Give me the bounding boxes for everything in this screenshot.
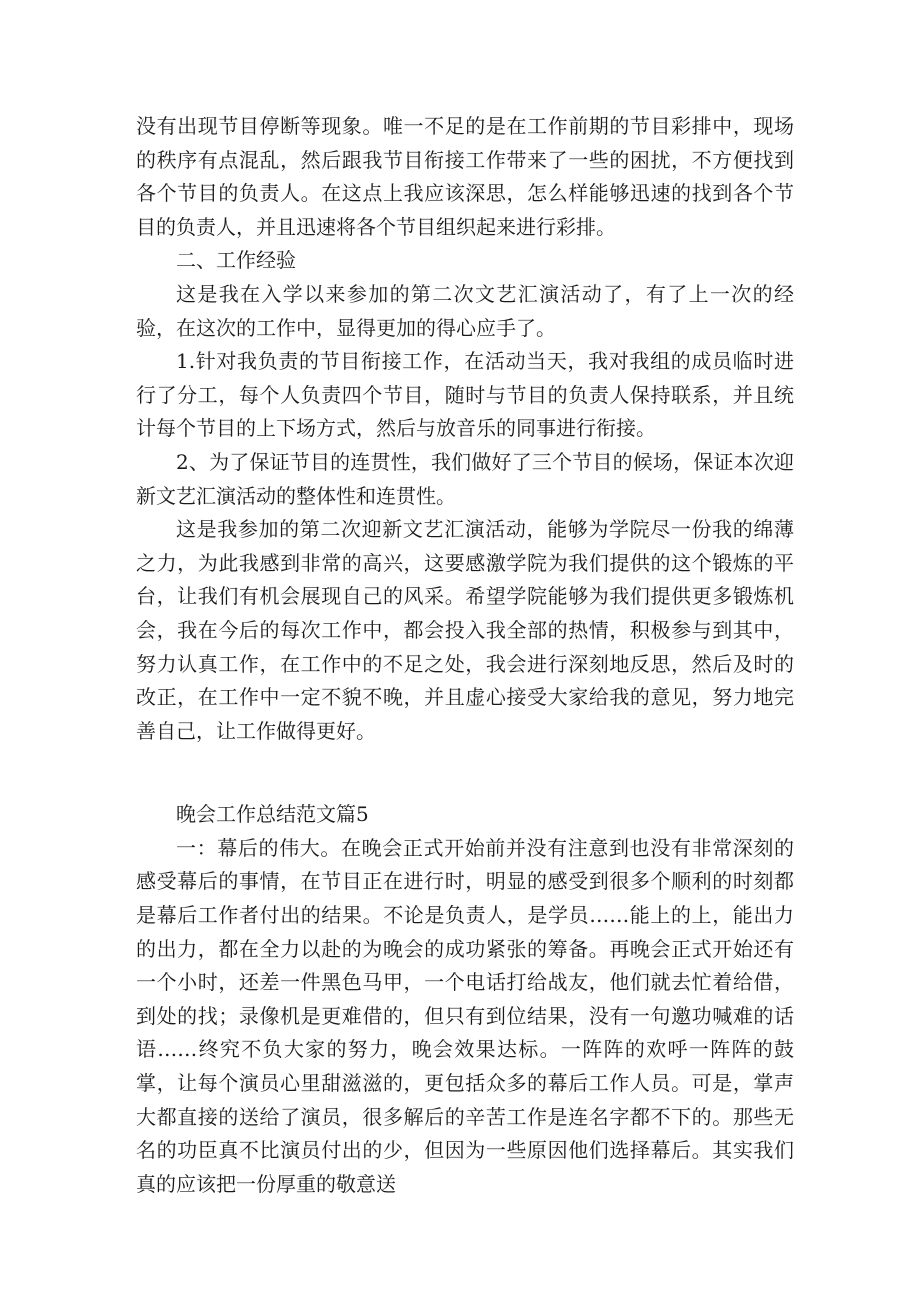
intro-paragraph: 这是我在入学以来参加的第二次文艺汇演活动了，有了上一次的经验，在这次的工作中，显得更加的得心应手了。 [136,281,794,340]
section-heading-work-experience: 二、工作经验 [176,248,296,273]
list-item-1: 1.针对我负责的节目衔接工作，在活动当天，我对我组的成员临时进行了分工，每个人负责四个节目，随时与节目的负责人保持联系，并且统计每个节目的上下场方式，然后与放音乐的同事进行衔接。 [136,349,794,441]
closing-paragraph: 这是我参加的第二次迎新文艺汇演活动，能够为学院尽一份我的绵薄之力，为此我感到非常的高兴，这要感激学院为我们提供的这个锻炼的平台，让我们有机会展现自己的风采。希望学院能够为我们提供更多锻炼机会，我在今后的每次工作中，都会投入我全部的热情，积极参与到其中，努力认真工作，在工作中的不足之处，我会进行深刻地反思，然后及时的改正，在工作中一定不貌不晚，并且虚心接受大家给我的意见，努力地完善自己，让工作做得更好。 [136,517,794,743]
document-page [136,110,794,1201]
article-paragraph-1: 一：幕后的伟大。在晚会正式开始前并没有注意到也没有非常深刻的感受幕后的事情，在节目正在进行时，明显的感受到很多个顺利的时刻都是幕后工作者付出的结果。不论是负责人，是学员……能上的上，能出力的出力，都在全力以赴的为晚会的成功紧张的筹备。再晚会正式开始还有一个小时，还差一件黑色马甲，一个电话打给战友，他们就去忙着给借，到处的找；录像机是更难借的，但只有到位结果，没有一句邀功喊难的话语……终究不负大家的努力，晚会效果达标。一阵阵的欢呼一阵阵的鼓掌，让每个演员心里甜滋滋的，更包括众多的幕后工作人员。可是，掌声大都直接的送给了演员，很多解后的辛苦工作是连名字都不下的。那些无名的功臣真不比演员付出的少，但因为一些原因他们选择幕后。其实我们真的应该把一份厚重的敬意送 [136,835,794,1196]
list-item-2: 2、为了保证节目的连贯性，我们做好了三个节目的候场，保证本次迎新文艺汇演活动的整体性和连贯性。 [136,449,794,508]
article-title: 晚会工作总结范文篇5 [176,802,369,827]
continuation-paragraph: 没有出现节目停断等现象。唯一不足的是在工作前期的节目彩排中，现场的秩序有点混乱，然后跟我节目衔接工作带来了一些的困扰，不方便找到各个节目的负责人。在这点上我应该深思，怎么样能够迅速的找到各个节目的负责人，并且迅速将各个节目组织起来进行彩排。 [136,114,794,239]
